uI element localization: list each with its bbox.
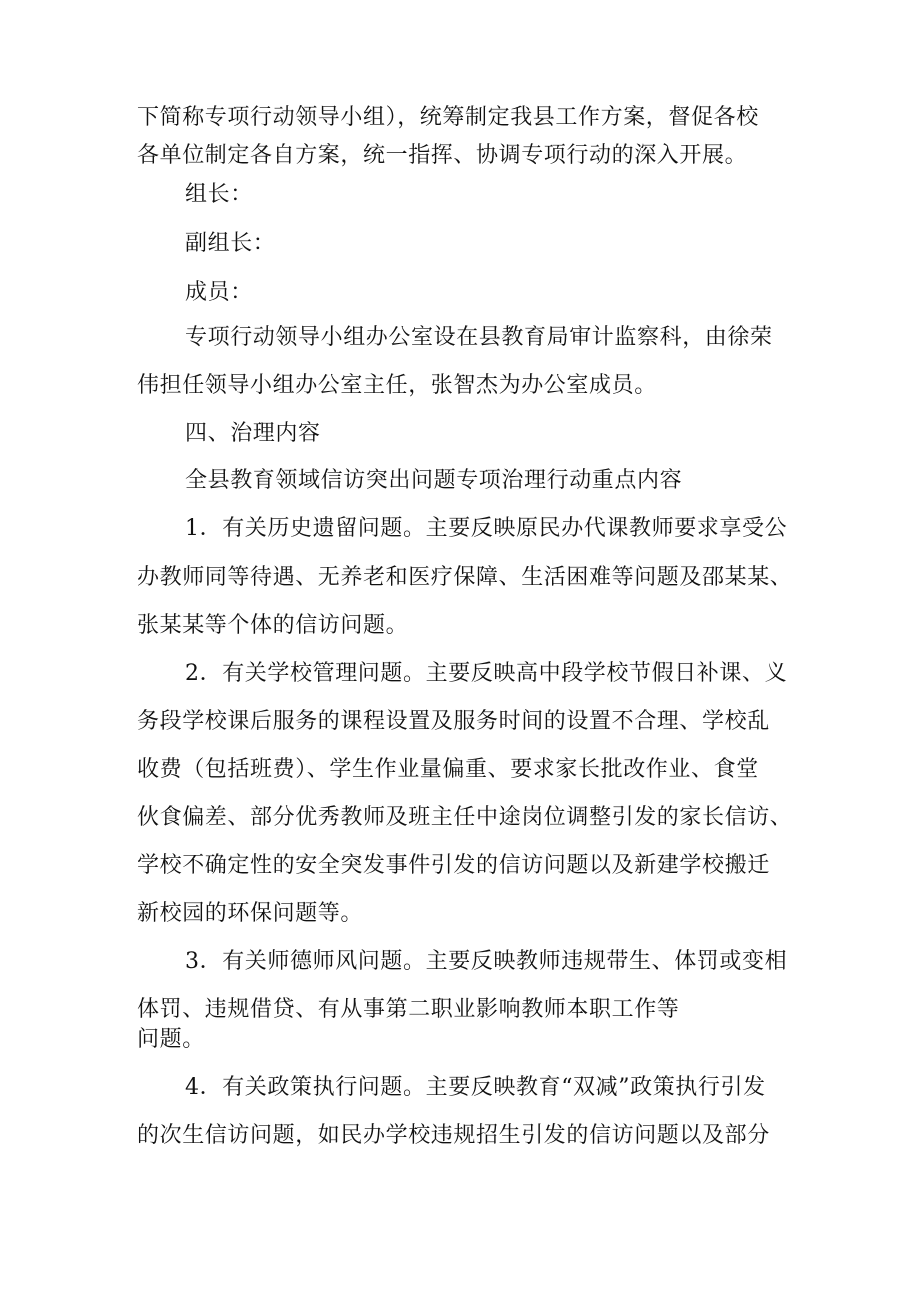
text-line: 的次生信访问题，如民办学校违规招生引发的信访问题以及部分	[137, 1123, 770, 1148]
text-line: 体罚、违规借贷、有从事第二职业影响教师本职工作等	[137, 997, 680, 1022]
text-line: 张某某等个体的信访问题。	[137, 613, 409, 638]
text-line: 专项行动领导小组办公室设在县教育局审计监察科，由徐荣	[185, 325, 773, 350]
list-item: 1．有关历史遗留问题。主要反映原民办代课教师要求享受公	[185, 516, 788, 541]
text-line: 学校不确定性的安全突发事件引发的信访问题以及新建学校搬迁	[137, 853, 770, 878]
text-line: 问题。	[137, 1027, 205, 1052]
deputy-group-leader-label: 副组长：	[185, 231, 276, 256]
text-line: 各单位制定各自方案，统一指挥、协调专项行动的深入开展。	[137, 143, 748, 168]
section-heading: 四、治理内容	[185, 421, 321, 446]
group-leader-label: 组长：	[185, 182, 253, 207]
list-item: 4．有关政策执行问题。主要反映教育“双减”政策执行引发	[185, 1075, 766, 1100]
text-line: 伟担任领导小组办公室主任，张智杰为办公室成员。	[137, 373, 657, 398]
text-line: 下简称专项行动领导小组），统筹制定我县工作方案，督促各校	[137, 105, 759, 130]
list-item: 2．有关学校管理问题。主要反映高中段学校节假日补课、义	[185, 661, 788, 686]
text-line: 办教师同等待遇、无养老和医疗保障、生活困难等问题及邵某某、	[137, 565, 793, 590]
text-line: 收费（包括班费）、学生作业量偏重、要求家长批改作业、食堂	[137, 757, 759, 782]
text-line: 务段学校课后服务的课程设置及服务时间的设置不合理、学校乱	[137, 709, 770, 734]
text-line: 新校园的环保问题等。	[137, 901, 364, 926]
list-item: 3．有关师德师风问题。主要反映教师违规带生、体罚或变相	[185, 949, 788, 974]
text-line: 全县教育领域信访突出问题专项治理行动重点内容	[185, 468, 683, 493]
text-line: 伙食偏差、部分优秀教师及班主任中途岗位调整引发的家长信访、	[137, 805, 793, 830]
members-label: 成员：	[185, 280, 253, 305]
